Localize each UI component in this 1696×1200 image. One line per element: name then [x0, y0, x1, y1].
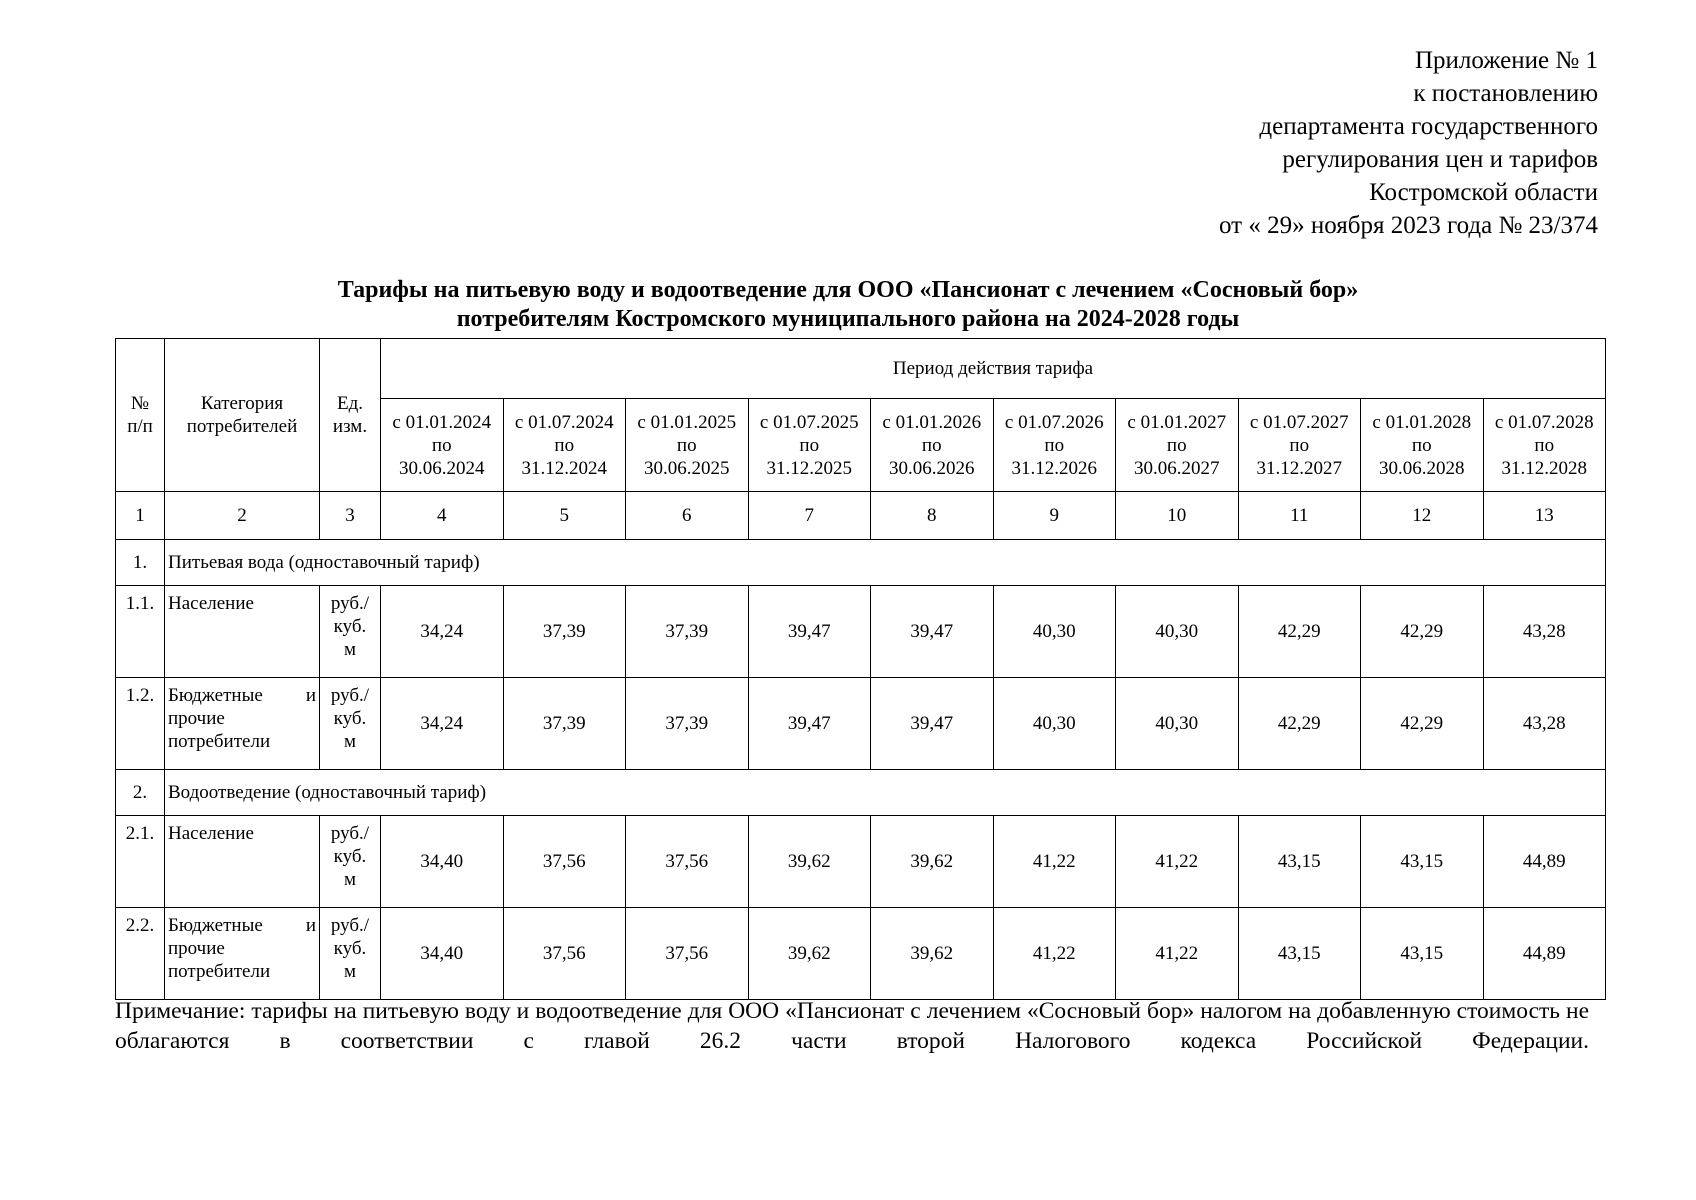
period-po: по	[1534, 434, 1555, 456]
row-category-line: потребители	[168, 731, 271, 752]
tariff-value: 43,15	[1361, 908, 1484, 1000]
period-po: по	[799, 434, 820, 456]
column-number-row	[116, 492, 1606, 540]
col-header-category-line: Категория	[200, 393, 284, 414]
row-category	[165, 908, 320, 1000]
row-unit-line: руб./	[330, 823, 370, 844]
col-header-unit-line: изм.	[332, 416, 368, 437]
period-cell	[1116, 399, 1239, 492]
period-cell	[381, 399, 504, 492]
column-number-cell: 1	[116, 492, 165, 540]
period-cell	[993, 399, 1116, 492]
period-to: 31.12.2027	[1256, 457, 1342, 479]
row-category	[165, 816, 320, 908]
tariff-value: 34,40	[381, 908, 504, 1000]
tariff-value: 41,22	[1116, 816, 1239, 908]
period-cell	[748, 399, 871, 492]
col-header-category	[165, 339, 320, 492]
tariff-value: 37,56	[503, 908, 626, 1000]
period-from: с 01.01.2026	[882, 411, 982, 433]
period-header: Период действия тарифа	[381, 339, 1606, 399]
row-unit	[320, 816, 381, 908]
tariff-value: 43,15	[1361, 816, 1484, 908]
row-category-line: Население	[168, 823, 254, 844]
column-number-cell: 12	[1361, 492, 1484, 540]
header-row	[116, 339, 1606, 399]
row-category	[165, 678, 320, 770]
column-number-cell: 9	[993, 492, 1116, 540]
tariff-value: 37,56	[503, 816, 626, 908]
period-to: 30.06.2025	[644, 457, 730, 479]
tariff-value: 39,47	[871, 586, 994, 678]
document-title-line-1: Тарифы на питьевую воду и водоотведение для ООО «Пансионат с лечением «Сосновый бор»	[337, 277, 1359, 303]
table-row	[116, 816, 1606, 908]
row-number: 1.1.	[116, 586, 165, 678]
tariff-value: 37,39	[503, 678, 626, 770]
period-cell	[1238, 399, 1361, 492]
col-header-category-line: потребителей	[186, 416, 298, 437]
header-line: Костромской области	[1369, 179, 1598, 206]
period-cell	[1361, 399, 1484, 492]
row-category-word: Бюджетные	[168, 915, 263, 936]
tariff-table	[115, 338, 1606, 1000]
tariff-value: 42,29	[1361, 586, 1484, 678]
row-unit	[320, 586, 381, 678]
header-line: к постановлению	[1413, 80, 1598, 107]
period-to: 31.12.2026	[1011, 457, 1097, 479]
period-to: 30.06.2028	[1379, 457, 1465, 479]
period-po: по	[1166, 434, 1187, 456]
row-unit	[320, 908, 381, 1000]
row-number: 1.2.	[116, 678, 165, 770]
period-from: с 01.01.2025	[637, 411, 737, 433]
row-category-word: и	[305, 915, 316, 936]
row-category-line: прочие	[168, 708, 225, 729]
approval-header	[1219, 44, 1598, 242]
tariff-value: 37,56	[626, 908, 749, 1000]
period-po: по	[1411, 434, 1432, 456]
period-from: с 01.07.2025	[759, 411, 859, 433]
column-number-cell: 2	[165, 492, 320, 540]
period-po: по	[1044, 434, 1065, 456]
period-from: с 01.07.2027	[1249, 411, 1349, 433]
tariff-value: 44,89	[1483, 816, 1606, 908]
tariff-value: 37,39	[503, 586, 626, 678]
row-unit-line: руб./	[330, 915, 370, 936]
period-from: с 01.07.2024	[514, 411, 614, 433]
tariff-value: 39,62	[748, 908, 871, 1000]
tariff-value: 37,39	[626, 586, 749, 678]
period-to: 31.12.2028	[1501, 457, 1588, 479]
row-unit-line: м	[343, 639, 357, 660]
period-cell	[503, 399, 626, 492]
column-number-cell: 4	[381, 492, 504, 540]
period-from: с 01.01.2027	[1127, 411, 1227, 433]
table-row	[116, 586, 1606, 678]
tariff-value: 39,47	[748, 586, 871, 678]
column-number-cell: 13	[1483, 492, 1606, 540]
tariff-value: 40,30	[993, 586, 1116, 678]
tariff-value: 42,29	[1361, 678, 1484, 770]
row-unit-line: куб.	[333, 708, 367, 729]
period-po: по	[921, 434, 942, 456]
row-category	[165, 586, 320, 678]
row-category-first-line	[168, 684, 316, 707]
tariff-value: 43,15	[1238, 816, 1361, 908]
tariff-value: 39,47	[748, 678, 871, 770]
section-title: Питьевая вода (одноставочный тариф)	[165, 540, 1606, 586]
document-title-line-2: потребителям Костромского муниципального района на 2024-2028 годы	[456, 306, 1240, 332]
tariff-value: 39,47	[871, 678, 994, 770]
period-cell	[871, 399, 994, 492]
section-number: 1.	[116, 540, 165, 586]
row-unit-line: куб.	[333, 616, 367, 637]
period-to: 31.12.2025	[766, 457, 852, 479]
header-line: департамента государственного	[1259, 113, 1598, 140]
row-unit	[320, 678, 381, 770]
tariff-value: 39,62	[871, 908, 994, 1000]
tariff-value: 34,24	[381, 678, 504, 770]
tariff-value: 40,30	[1116, 586, 1239, 678]
period-to: 30.06.2026	[889, 457, 975, 479]
row-number: 2.1.	[116, 816, 165, 908]
section-title: Водоотведение (одноставочный тариф)	[165, 770, 1606, 816]
footnote: Примечание: тарифы на питьевую воду и водоотведение для ООО «Пансионат с лечением «Сосновый бор» налогом на добавленную стоимость не облагаются в соответствии с главой 26.2 части второй Налогового кодекса Российской Федерации.	[115, 998, 1589, 1054]
row-category-line: потребители	[168, 961, 271, 982]
tariff-value: 42,29	[1238, 678, 1361, 770]
tariff-value: 41,22	[993, 816, 1116, 908]
tariff-value: 44,89	[1483, 908, 1606, 1000]
row-unit-line: руб./	[330, 685, 370, 706]
tariff-value: 34,24	[381, 586, 504, 678]
tariff-value: 40,30	[993, 678, 1116, 770]
tariff-value: 43,15	[1238, 908, 1361, 1000]
column-number-cell: 6	[626, 492, 749, 540]
tariff-value: 43,28	[1483, 678, 1606, 770]
row-unit-line: руб./	[330, 593, 370, 614]
tariff-value: 39,62	[748, 816, 871, 908]
row-category-word: и	[305, 685, 316, 706]
col-header-unit	[320, 339, 381, 492]
period-from: с 01.07.2028	[1494, 411, 1594, 433]
period-po: по	[676, 434, 697, 456]
tariff-value: 34,40	[381, 816, 504, 908]
table-row	[116, 678, 1606, 770]
header-line: регулирования цен и тарифов	[1282, 146, 1598, 173]
tariff-value: 40,30	[1116, 678, 1239, 770]
row-unit-line: куб.	[333, 846, 367, 867]
column-number-cell: 5	[503, 492, 626, 540]
tariff-value: 42,29	[1238, 586, 1361, 678]
period-po: по	[431, 434, 452, 456]
section-row	[116, 770, 1606, 816]
row-unit-line: м	[343, 731, 357, 752]
tariff-value: 39,62	[871, 816, 994, 908]
period-cell	[1483, 399, 1606, 492]
period-from: с 01.01.2028	[1372, 411, 1472, 433]
column-number-cell: 11	[1238, 492, 1361, 540]
period-to: 31.12.2024	[521, 457, 607, 479]
row-number: 2.2.	[116, 908, 165, 1000]
row-category-word: Бюджетные	[168, 685, 263, 706]
row-category-line: Население	[168, 593, 254, 614]
row-category-first-line	[168, 914, 316, 937]
period-po: по	[1289, 434, 1310, 456]
tariff-value: 37,56	[626, 816, 749, 908]
period-from: с 01.07.2026	[1004, 411, 1104, 433]
column-number-cell: 8	[871, 492, 994, 540]
col-header-num-line: п/п	[127, 416, 153, 437]
header-line: от « 29» ноября 2023 года № 23/374	[1219, 212, 1598, 239]
tariff-value: 41,22	[1116, 908, 1239, 1000]
row-unit-line: куб.	[333, 938, 367, 959]
row-unit-line: м	[343, 869, 357, 890]
period-from: с 01.01.2024	[392, 411, 492, 433]
row-unit-line: м	[343, 961, 357, 982]
column-number-cell: 7	[748, 492, 871, 540]
table-row	[116, 908, 1606, 1000]
col-header-num-line: №	[130, 393, 150, 414]
section-number: 2.	[116, 770, 165, 816]
col-header-unit-line: Ед.	[336, 393, 364, 414]
column-number-cell: 3	[320, 492, 381, 540]
column-number-cell: 10	[1116, 492, 1239, 540]
tariff-value: 41,22	[993, 908, 1116, 1000]
header-line: Приложение № 1	[1414, 47, 1598, 74]
period-cell	[626, 399, 749, 492]
period-po: по	[554, 434, 575, 456]
col-header-num	[116, 339, 165, 492]
period-to: 30.06.2027	[1134, 457, 1220, 479]
period-to: 30.06.2024	[399, 457, 485, 479]
tariff-value: 43,28	[1483, 586, 1606, 678]
section-row	[116, 540, 1606, 586]
tariff-value: 37,39	[626, 678, 749, 770]
document-title	[0, 276, 1696, 334]
row-category-line: прочие	[168, 938, 225, 959]
